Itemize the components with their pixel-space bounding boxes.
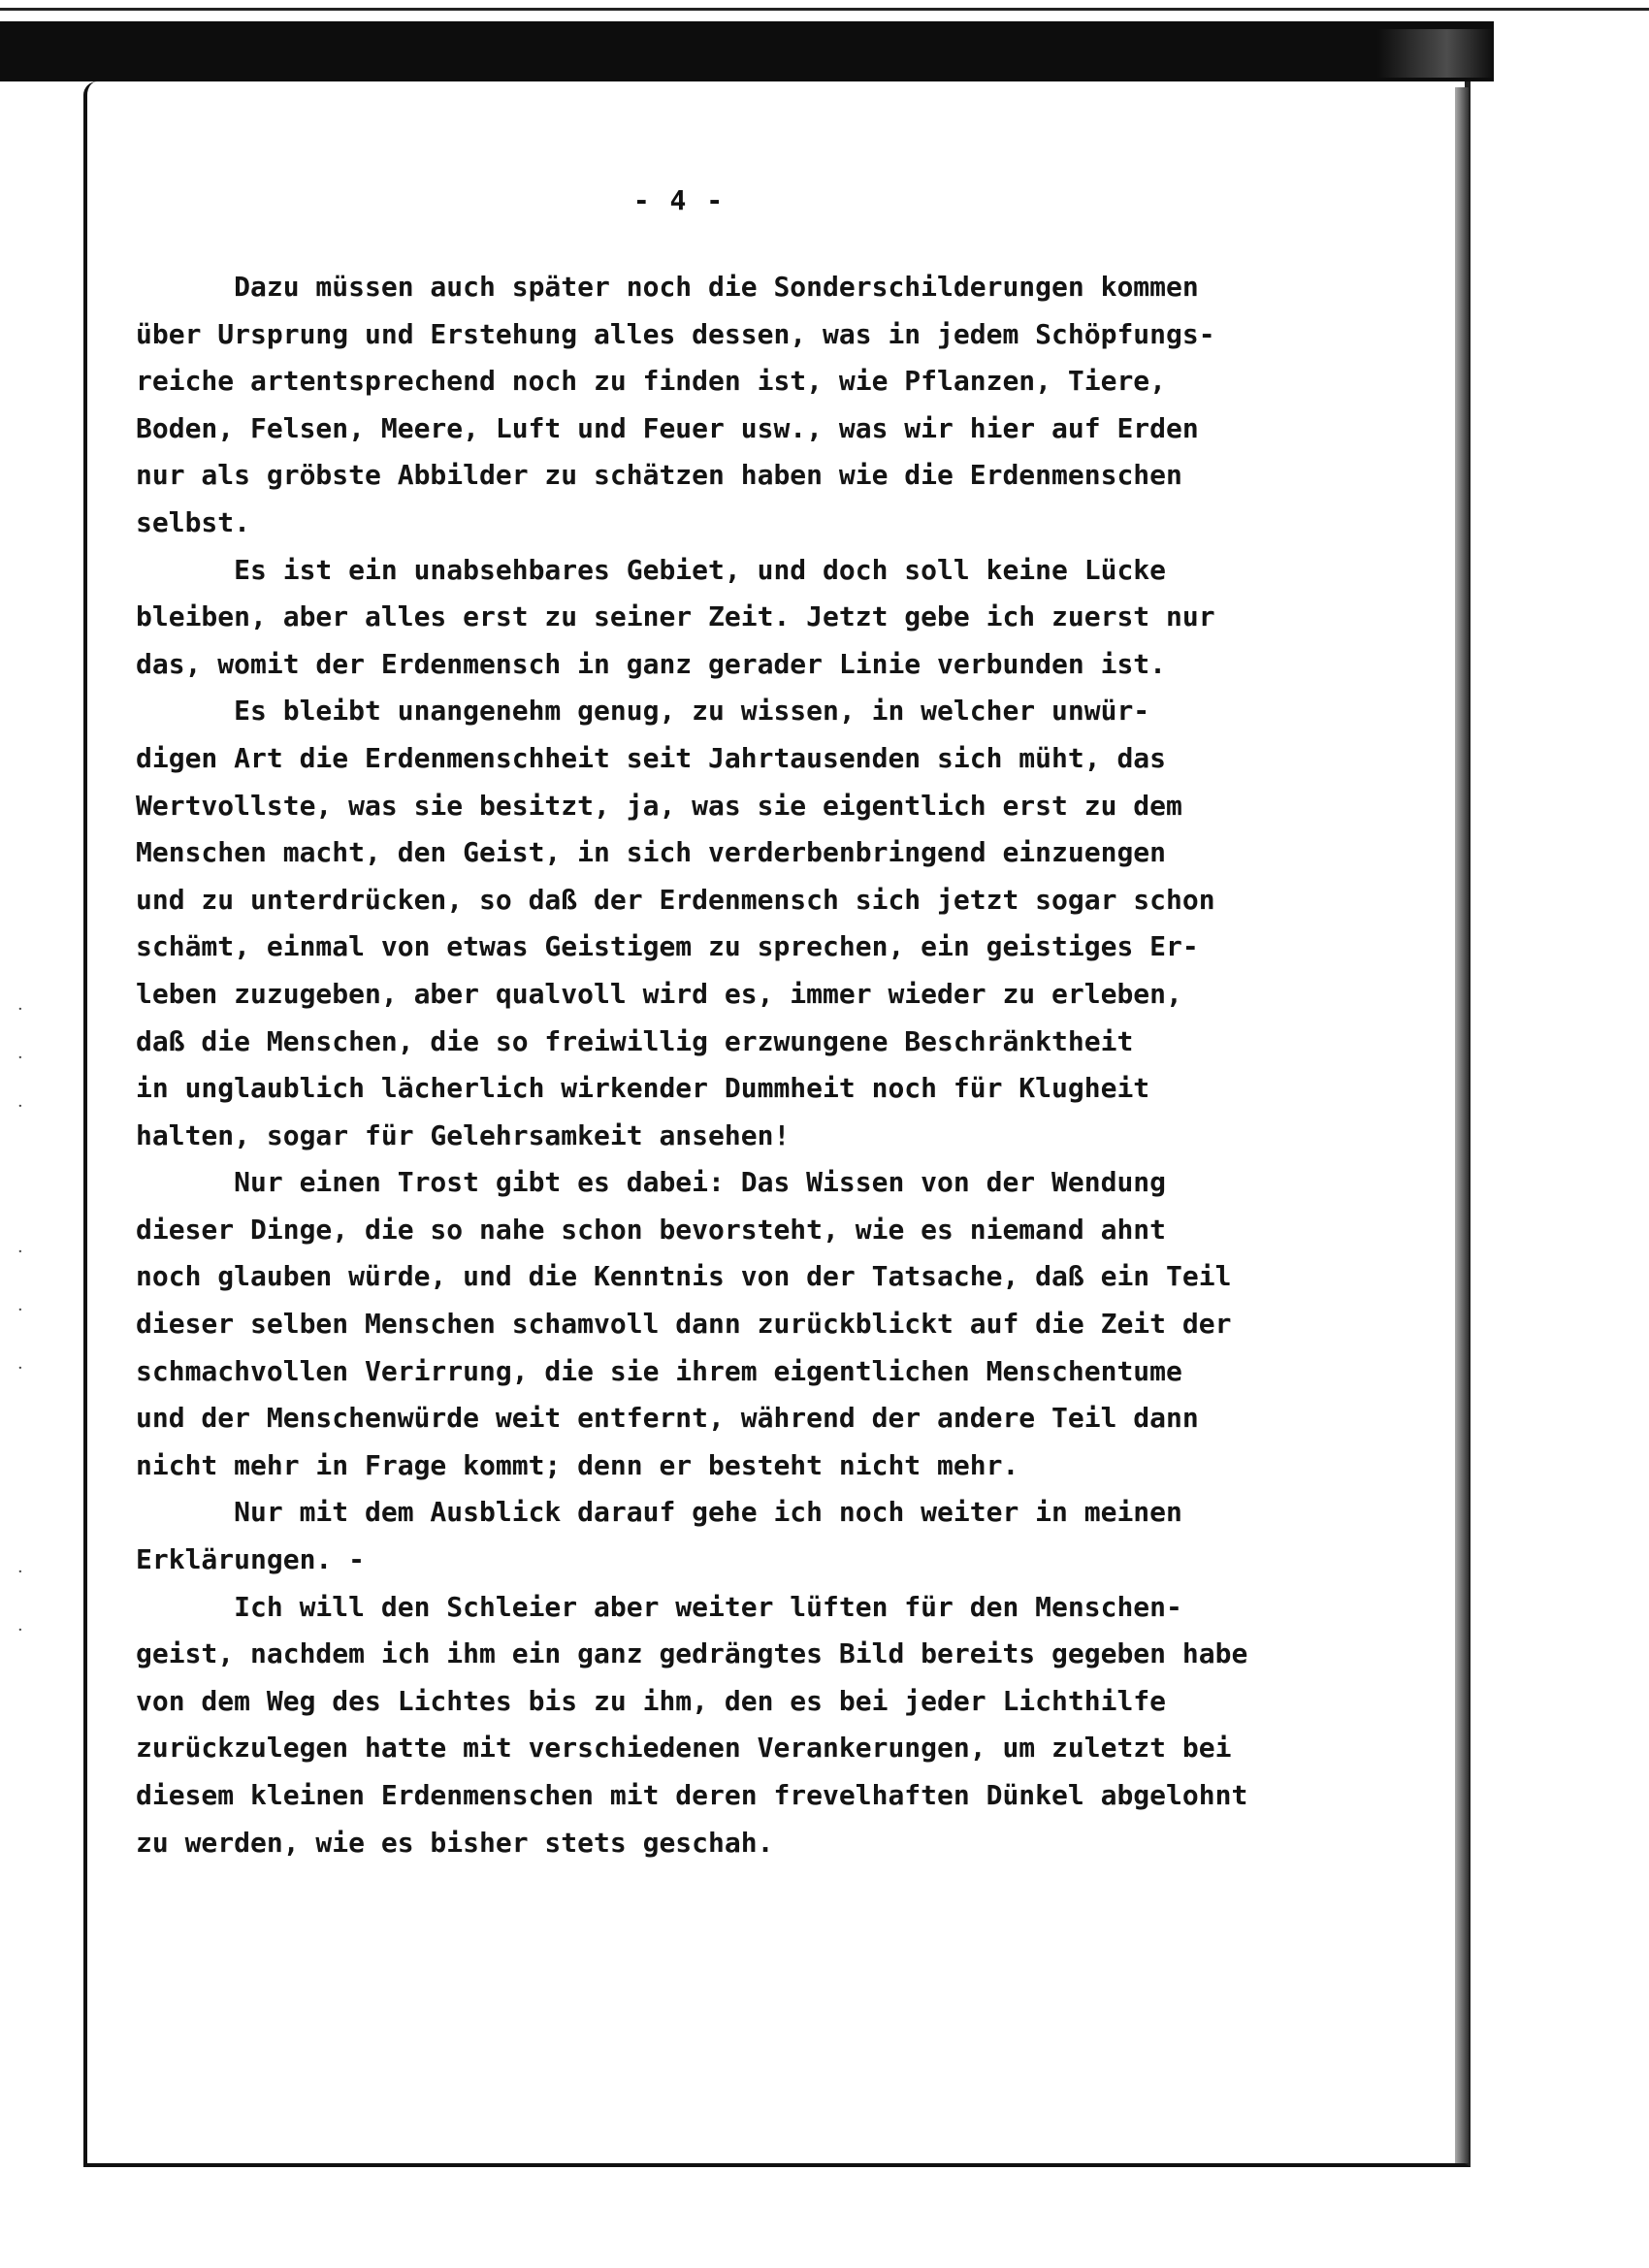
text-line: und zu unterdrücken, so daß der Erdenmensch sich jetzt sogar schon [136, 883, 1215, 916]
text-line: digen Art die Erdenmenschheit seit Jahrtausenden sich müht, das [136, 741, 1167, 774]
margin-dot: · [17, 1048, 23, 1068]
text-line: bleiben, aber alles erst zu seiner Zeit. Jetzt gebe ich zuerst nur [136, 600, 1215, 633]
scan-top-fade [1377, 29, 1494, 78]
text-line: schmachvollen Verirrung, die sie ihrem eigentlichen Menschentume [136, 1354, 1182, 1387]
text-line: nur als gröbste Abbilder zu schätzen haben wie die Erdenmenschen [136, 459, 1182, 492]
margin-dot: · [17, 1096, 23, 1117]
page-number: - 4 - [632, 184, 726, 216]
text-line: Nur einen Trost gibt es dabei: Das Wissen von der Wendung [136, 1166, 1167, 1199]
text-line: halten, sogar für Gelehrsamkeit ansehen! [136, 1118, 791, 1151]
scan-edge-line [0, 8, 1649, 11]
text-line: von dem Weg des Lichtes bis zu ihm, den es bei jeder Lichthilfe [136, 1684, 1167, 1717]
margin-dot: · [17, 1242, 23, 1262]
text-line: Ich will den Schleier aber weiter lüften für den Menschen- [136, 1590, 1182, 1623]
scan-top-border [0, 21, 1494, 81]
text-line: über Ursprung und Erstehung alles dessen, was in jedem Schöpfungs- [136, 317, 1215, 350]
margin-dot: · [17, 1300, 23, 1320]
text-line: dieser Dinge, die so nahe schon bevorsteht, wie es niemand ahnt [136, 1213, 1167, 1246]
margin-dot: · [17, 1620, 23, 1640]
text-line: dieser selben Menschen schamvoll dann zurückblickt auf die Zeit der [136, 1308, 1232, 1341]
typewritten-body [136, 264, 1426, 1866]
text-line: Wertvollste, was sie besitzt, ja, was sie eigentlich erst zu dem [136, 789, 1182, 822]
text-line: daß die Menschen, die so freiwillig erzwungene Beschränktheit [136, 1024, 1134, 1057]
text-line: das, womit der Erdenmensch in ganz gerader Linie verbunden ist. [136, 647, 1167, 680]
text-line: Es ist ein unabsehbares Gebiet, und doch soll keine Lücke [136, 553, 1167, 586]
text-line: noch glauben würde, und die Kenntnis von der Tatsache, daß ein Teil [136, 1260, 1232, 1293]
page-right-edge [1455, 87, 1469, 2163]
text-line: Es bleibt unangenehm genug, zu wissen, in welcher unwür- [136, 695, 1150, 728]
text-line: reiche artentsprechend noch zu finden ist, wie Pflanzen, Tiere, [136, 365, 1167, 398]
text-line: schämt, einmal von etwas Geistigem zu sprechen, ein geistiges Er- [136, 930, 1199, 963]
text-line: zurückzulegen hatte mit verschiedenen Verankerungen, um zuletzt bei [136, 1732, 1232, 1765]
text-line: leben zuzugeben, aber qualvoll wird es, immer wieder zu erleben, [136, 977, 1182, 1010]
text-line: diesem kleinen Erdenmenschen mit deren frevelhaften Dünkel abgelohnt [136, 1779, 1248, 1811]
text-line: zu werden, wie es bisher stets geschah. [136, 1826, 774, 1859]
text-line: geist, nachdem ich ihm ein ganz gedrängtes Bild bereits gegeben habe [136, 1637, 1248, 1670]
text-line: Nur mit dem Ausblick darauf gehe ich noch weiter in meinen [136, 1496, 1182, 1529]
text-line: in unglaublich lächerlich wirkender Dummheit noch für Klugheit [136, 1072, 1150, 1105]
margin-dot: · [17, 1358, 23, 1378]
margin-dot: · [17, 999, 23, 1020]
text-line: Erklärungen. - [136, 1543, 366, 1576]
text-line: nicht mehr in Frage kommt; denn er besteht nicht mehr. [136, 1448, 1019, 1481]
text-line: selbst. [136, 505, 251, 538]
text-line: und der Menschenwürde weit entfernt, während der andere Teil dann [136, 1402, 1199, 1435]
margin-dot: · [17, 1562, 23, 1582]
text-line: Boden, Felsen, Meere, Luft und Feuer usw., was wir hier auf Erden [136, 411, 1199, 444]
text-line: Menschen macht, den Geist, in sich verderbenbringend einzuengen [136, 836, 1167, 869]
text-line: Dazu müssen auch später noch die Sonderschilderungen kommen [136, 271, 1199, 303]
